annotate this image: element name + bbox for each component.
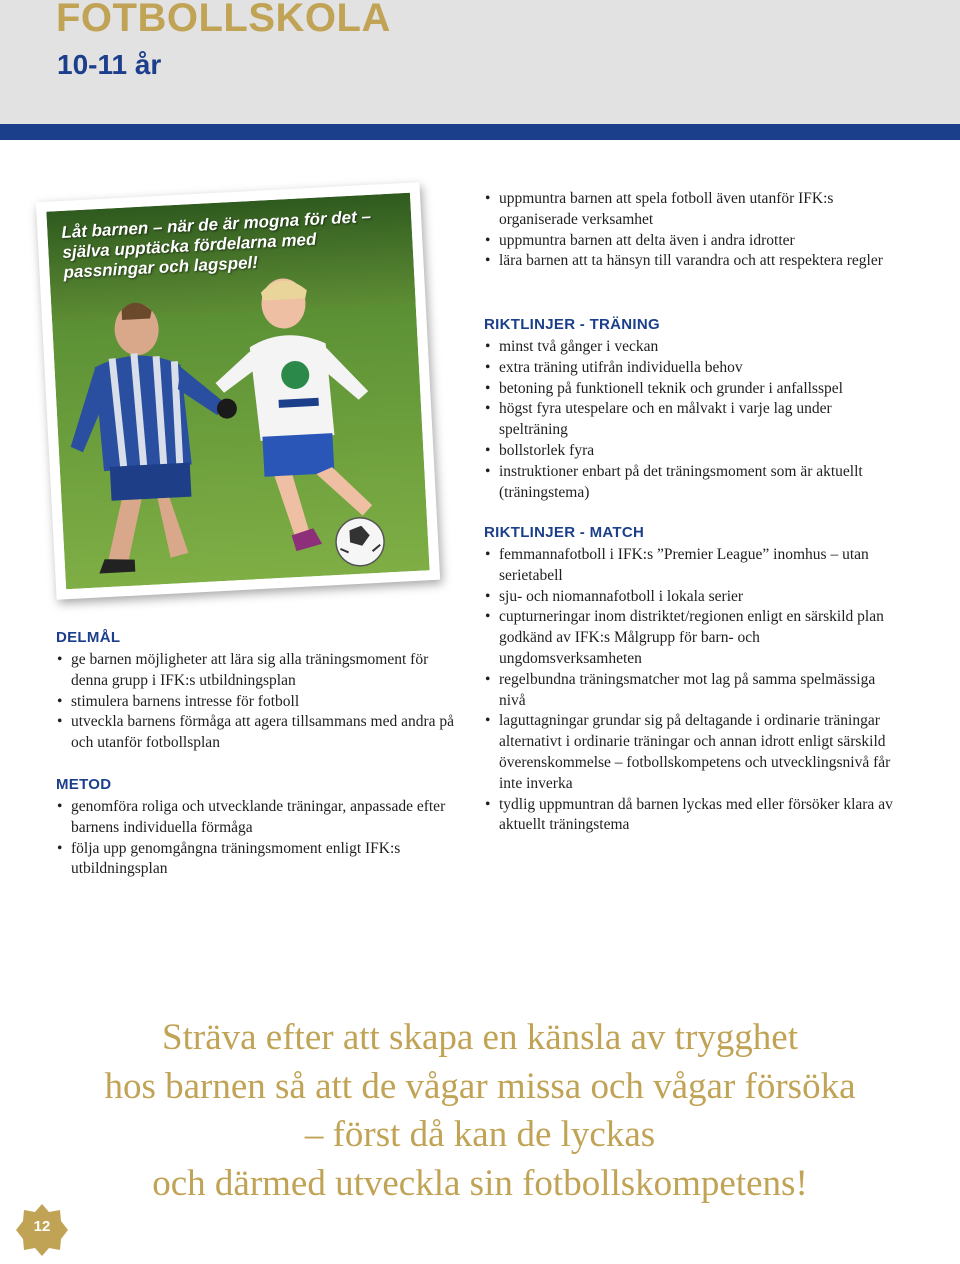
- section-riktlinjer-match: [484, 524, 904, 836]
- football-photo: [36, 182, 440, 600]
- list-item: • uppmuntra barnen att delta även i andra idrotter: [484, 231, 904, 252]
- quote-line: – först då kan de lyckas: [304, 1114, 656, 1155]
- section-heading: DELMÅL: [56, 629, 121, 646]
- section-delmal: [56, 629, 466, 754]
- list-item: • följa upp genomgångna träningsmoment enligt IFK:s utbildningsplan: [56, 839, 466, 881]
- photo-caption: Låt barnen – när de är mogna för det – själva upptäcka fördelarna med passningar och lagspel!: [60, 206, 372, 282]
- section-riktlinjer-traning: [484, 316, 904, 503]
- bullet-list: [56, 797, 466, 880]
- quote-line: Sträva efter att skapa en känsla av trygghet: [162, 1017, 798, 1058]
- quote-line: och därmed utveckla sin fotbollskompetens!: [152, 1162, 808, 1204]
- page-header: [0, 0, 960, 124]
- list-item: • lära barnen att ta hänsyn till varandra och att respektera regler: [484, 251, 904, 272]
- list-item: • genomföra roliga och utvecklande träningar, anpassade efter barnens individuella förmåga: [56, 797, 466, 839]
- bullet-list: [484, 545, 904, 836]
- list-item: • minst två gånger i veckan: [484, 337, 904, 358]
- list-item: • cupturneringar inom distriktet/regionen enligt en särskild plan godkänd av IFK:s Målgrupp för barn- och ungdomsverksamheten: [484, 607, 904, 669]
- list-item: • instruktioner enbart på det träningsmoment som är aktuellt (träningstema): [484, 462, 904, 504]
- section-heading: RIKTLINJER - TRÄNING: [484, 316, 660, 333]
- quote-line: hos barnen så att de vågar missa och vågar försöka: [104, 1065, 856, 1107]
- list-item: • tydlig uppmuntran då barnen lyckas med eller försöker klara av aktuellt träningstema: [484, 795, 904, 837]
- list-item: • stimulera barnens intresse för fotboll: [56, 692, 466, 713]
- list-item: • ge barnen möjligheter att lära sig alla träningsmoment för denna grupp i IFK:s utbildningsplan: [56, 650, 466, 692]
- list-item: • högst fyra utespelare och en målvakt i varje lag under spelträning: [484, 399, 904, 441]
- section-metod: [56, 776, 466, 880]
- page-number: 12: [33, 1218, 51, 1235]
- list-item: • regelbundna träningsmatcher mot lag på samma spelmässiga nivå: [484, 670, 904, 712]
- bullet-list: [484, 189, 904, 272]
- list-item: • extra träning utifrån individuella behov: [484, 358, 904, 379]
- list-item: • laguttagningar grundar sig på deltagande i ordinarie träningar alternativt i ordinarie träningar och annan idrott enligt särskild överenskommelse – fotbollskompetens och utvecklingsnivå får inte inverka: [484, 711, 904, 794]
- section-heading: METOD: [56, 776, 112, 793]
- header-divider-bar: [0, 124, 960, 140]
- pull-quote: [40, 1014, 920, 1208]
- page-subtitle: 10-11 år: [57, 49, 162, 80]
- list-item: • sju- och niomannafotboll i lokala serier: [484, 587, 904, 608]
- page-title: FOTBOLLSKOLA: [56, 0, 391, 40]
- bullet-list: [484, 337, 904, 503]
- section-intro: [484, 189, 904, 272]
- bullet-list: [56, 650, 466, 754]
- list-item: • utveckla barnens förmåga att agera tillsammans med andra på och utanför fotbollsplan: [56, 712, 466, 754]
- section-heading: RIKTLINJER - MATCH: [484, 524, 645, 541]
- list-item: • femmannafotboll i IFK:s ”Premier League” inomhus – utan serietabell: [484, 545, 904, 587]
- list-item: • betoning på funktionell teknik och grunder i anfallsspel: [484, 379, 904, 400]
- list-item: • bollstorlek fyra: [484, 441, 904, 462]
- page-number-badge: [16, 1204, 68, 1256]
- list-item: • uppmuntra barnen att spela fotboll även utanför IFK:s organiserade verksamhet: [484, 189, 904, 231]
